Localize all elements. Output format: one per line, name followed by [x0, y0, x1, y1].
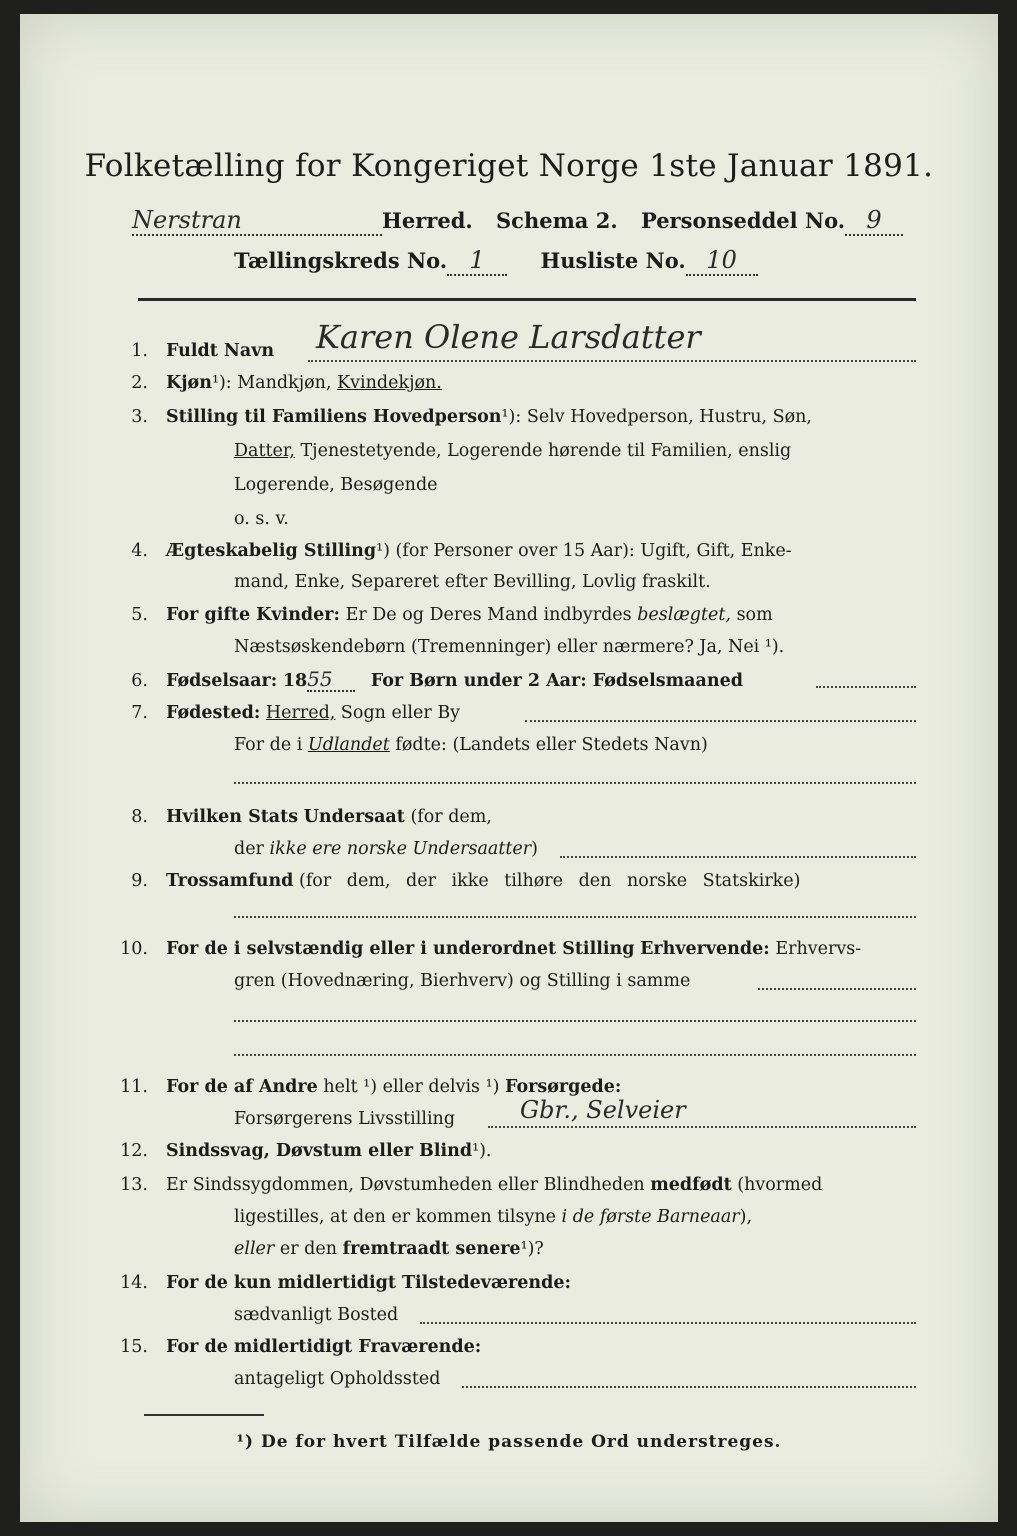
- item-disability-origin: 13. Er Sindssygdommen, Døvstumheden eller Blindheden medfødt (hvormed: [120, 1175, 823, 1195]
- husliste-value: 10: [686, 246, 758, 276]
- item-disability: 12. Sindssvag, Døvstum eller Blind¹).: [120, 1141, 492, 1161]
- form-title: Folketælling for Kongeriget Norge 1ste Januar 1891.: [84, 148, 934, 184]
- kreds-line: [234, 246, 758, 276]
- item-family-position: 3. Stilling til Familiens Hovedperson¹): Selv Hovedperson, Hustru, Søn,: [131, 407, 812, 427]
- item-religion: 9. Trossamfund (for dem, der ikke tilhøre den norske Statskirke): [131, 871, 801, 891]
- personseddel-label: Personseddel No.: [640, 208, 846, 233]
- birth-year-value: 55: [307, 668, 355, 692]
- item-birthplace: 7. Fødested: Herred, Sogn eller By: [131, 703, 461, 723]
- personseddel-value: 9: [845, 206, 903, 236]
- item-birth-year: 6. Fødselsaar: 1855 For Børn under 2 Aar: Fødselsmaaned: [131, 667, 743, 691]
- item-marital-status: 4. Ægteskabelig Stilling¹) (for Personer over 15 Aar): Ugift, Gift, Enke-: [131, 541, 792, 561]
- item-supported: 11. For de af Andre helt ¹) eller delvis ¹) Forsørgede:: [120, 1077, 622, 1097]
- supporter-occupation-answer: Gbr., Selveier: [520, 1096, 686, 1124]
- item-occupation: 10. For de i selvstændig eller i underordnet Stilling Erhvervende: Erhvervs-: [120, 939, 862, 959]
- census-form-sheet: Folketælling for Kongeriget Norge 1ste Januar 1891. Nerstran Herred. Schema 2. Personseddel No. 9 Tællingskreds No. 1 Husliste No. 10 1. Fuldt Navn Karen Olene Larsdatter 2. Kjøn¹): Mandkjøn, Kvindekjøn. 3. Stilling til Familiens Hovedperson¹): Selv Hovedperson, Hustru, Søn, Datter, Tjenestetyende, Logerende hørende til Familien, enslig Logerende, Besøgende o. s. v. 4. Ægteskabelig Stilling¹) (for Personer over 15 Aar): Ugift, Gift, Enke- mand, Enke, Separeret efter Bevilling, Lovlig fraskilt. 5. For gifte Kvinder: Er De og Deres Mand indbyrdes beslægtet, som Næstsøskendebørn (Tremenninger) eller nærmere? Ja, Nei ¹). 6. Fødselsaar: 1855 For Børn under 2 Aar: Fødselsmaaned 7. Fødested: Herred, Sogn eller By For de i Udlandet fødte: (Landets eller Stedets Navn) 8. Hvilken Stats Undersaat (for dem, der ikke ere norske Undersaatter) 9. Trossamfund (for dem, der ikke tilhøre den norske Statskirke) 10. For de i selvstændig eller i underordnet Stilling Erhvervende: Erhvervs- gren (Hovednæring, Bierhverv) og Stilling i samme 11. For de af Andre helt ¹) eller delvis ¹) Forsørgede: Forsørgerens Livsstilling Gbr., Selveier 12. Sindssvag, Døvstum eller Blind¹). 13. Er Sindssygdommen, Døvstumheden eller Blindheden medfødt (hvormed ligestilles, at den er kommen tilsyne i de første Barneaar), eller er den fremtraadt senere¹)? 14. For de kun midlertidigt Tilstedeværende: sædvanligt Bosted 15. For de midlertidigt Fraværende: antageligt Opholdssted ¹) De for hvert Tilfælde passende Ord understreges.: [20, 14, 998, 1522]
- item-sex: 2. Kjøn¹): Mandkjøn, Kvindekjøn.: [131, 373, 442, 393]
- footnote-rule: [144, 1414, 264, 1416]
- full-name-label: Fuldt Navn: [166, 341, 275, 361]
- herred-line: [132, 206, 903, 236]
- family-position-selected: Datter,: [234, 441, 295, 461]
- header-divider: [138, 298, 916, 301]
- sex-selected: Kvindekjøn.: [337, 373, 442, 393]
- kreds-label: Tællingskreds No.: [234, 248, 448, 273]
- footnote: ¹) De for hvert Tilfælde passende Ord understreges.: [236, 1432, 782, 1452]
- full-name-line: [308, 360, 916, 362]
- birthplace-selected: Herred,: [265, 703, 336, 723]
- schema-label: Schema 2.: [496, 208, 618, 233]
- husliste-label: Husliste No.: [540, 248, 686, 273]
- herred-value: Nerstran: [132, 206, 382, 236]
- item-full-name: 1. Fuldt Navn: [131, 341, 275, 361]
- full-name-answer: Karen Olene Larsdatter: [316, 318, 701, 356]
- item-temporary-absent: 15. For de midlertidigt Fraværende:: [120, 1337, 482, 1357]
- item-temporary-present: 14. For de kun midlertidigt Tilstedeværende:: [120, 1273, 571, 1293]
- item-citizenship: 8. Hvilken Stats Undersaat (for dem,: [131, 807, 492, 827]
- herred-label: Herred.: [382, 208, 473, 233]
- kreds-value: 1: [447, 246, 507, 276]
- item-married-women: 5. For gifte Kvinder: Er De og Deres Mand indbyrdes beslægtet, som: [131, 605, 773, 625]
